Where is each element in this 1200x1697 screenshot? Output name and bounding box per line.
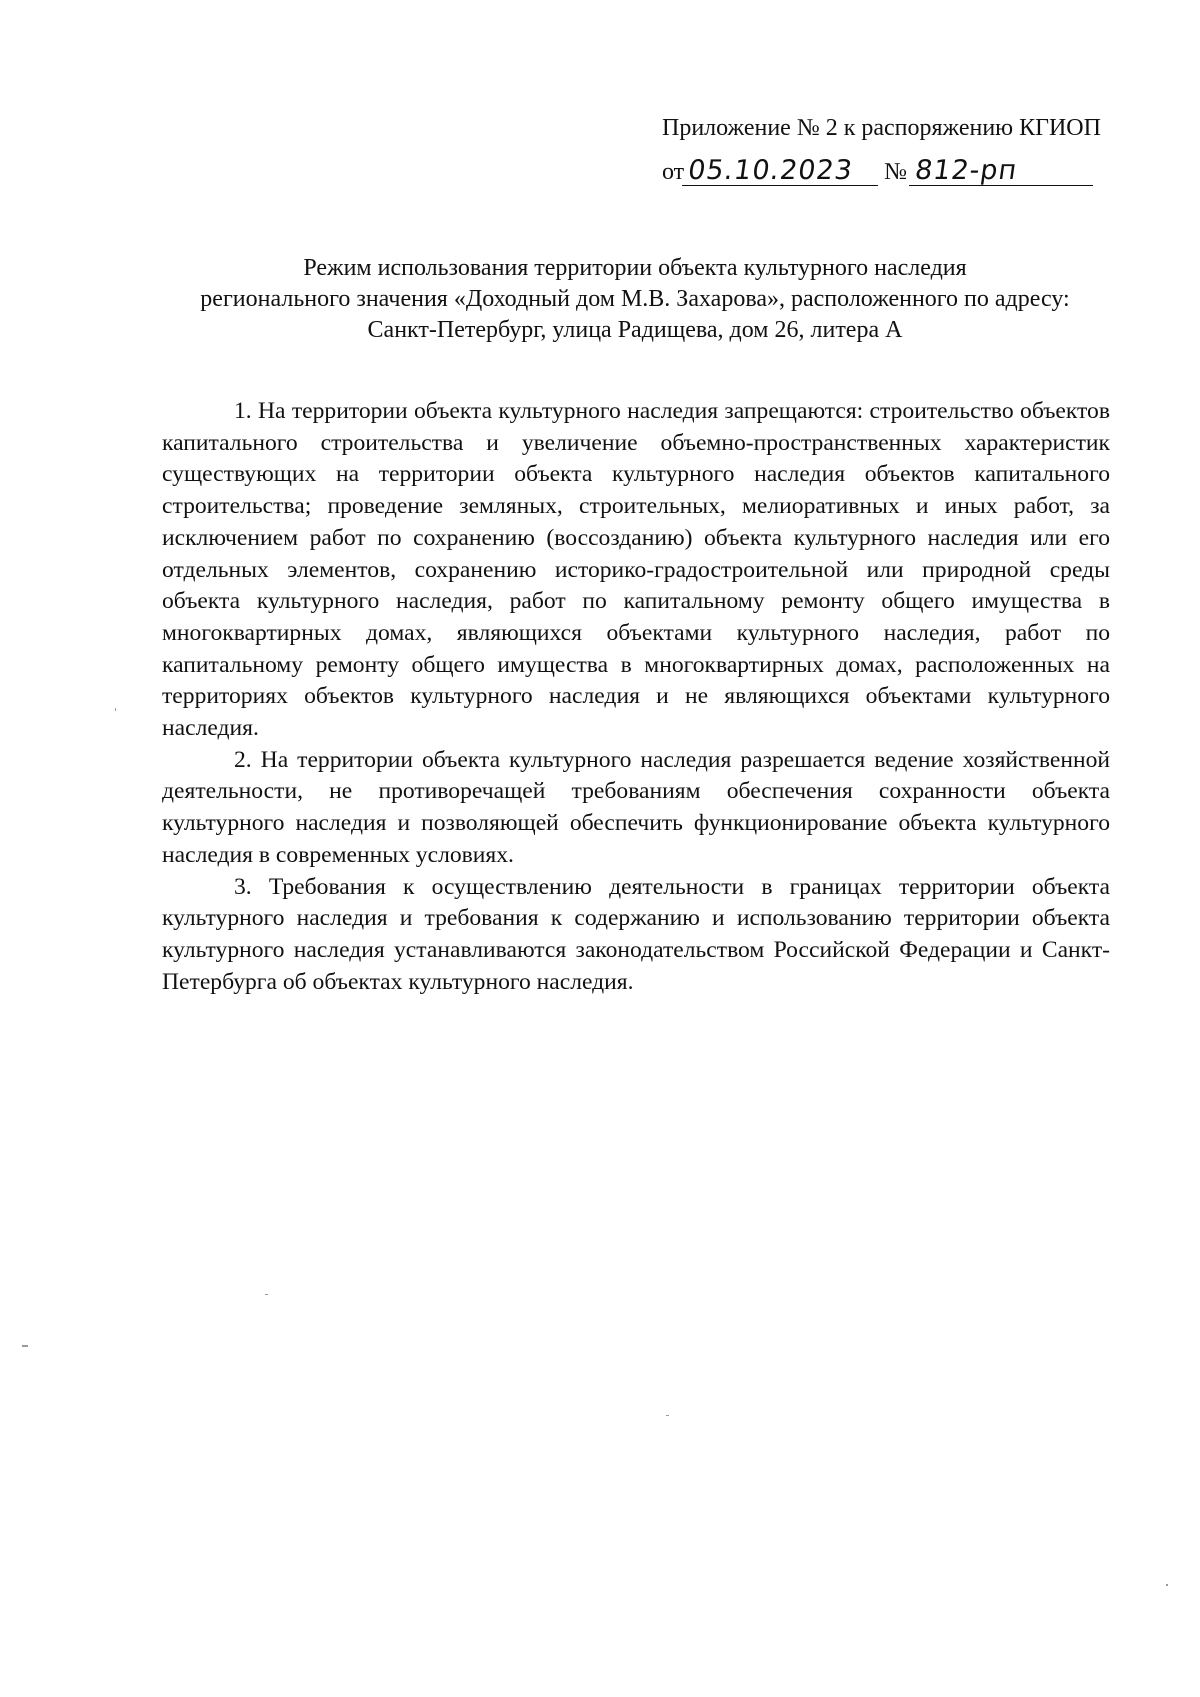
paragraph-1: 1. На территории объекта культурного наследия запрещаются: строительство объектов капитального строительства и увеличение объемно-пространственных характеристик существующих на территории объекта культурного наследия объектов капитального строительства; проведение земляных, строительных, мелиоративных и иных работ, за исключением работ по сохранению (воссозданию) объекта культурного наследия или его отдельных элементов, сохранению историко-градостроительной или природной среды объекта культурного наследия, работ по капитальному ремонту общего имущества в многоквартирных домах, являющихся объектами культурного наследия, работ по капитальному ремонту общего имущества в многоквартирных домах, расположенных на территориях объектов культурного наследия и не являющихся объектами культурного наследия. (162, 398, 1110, 742)
annex-header (662, 112, 1112, 188)
scan-speck (22, 1345, 28, 1347)
handwritten-date: 05.10.2023 (682, 157, 882, 186)
title-line-1: Режим использования территории объекта культурного наследия (303, 255, 967, 281)
scan-speck (265, 1294, 268, 1295)
paragraph-2: 2. На территории объекта культурного наследия разрешается ведение хозяйственной деятельности, не противоречащей требованиям обеспечения сохранности объекта культурного наследия и позволяющей обеспечить функционирование объекта культурного наследия в современных условиях. (162, 746, 1110, 868)
title-line-3: Санкт-Петербург, улица Радищева, дом 26, литера А (367, 317, 903, 343)
scan-speck (115, 708, 116, 711)
scan-speck (666, 1415, 669, 1416)
annex-date-number-line (662, 156, 1112, 188)
document-title (150, 253, 1120, 346)
document-body (162, 396, 1110, 998)
number-label: № (884, 159, 908, 185)
paragraph-3: 3. Требования к осуществлению деятельности в границах территории объекта культурного наследия и требования к содержанию и использованию территории объекта культурного наследия устанавливаются законодательством Российской Федерации и Санкт-Петербурга об объектах культурного наследия. (162, 873, 1110, 995)
scan-speck (1166, 1584, 1168, 1586)
annex-title: Приложение № 2 к распоряжению КГИОП (662, 115, 1101, 141)
date-label: от (662, 159, 685, 185)
title-line-2: регионального значения «Доходный дом М.В. Захарова», расположенного по адресу: (200, 286, 1070, 312)
handwritten-number: 812-рп (909, 157, 1097, 186)
